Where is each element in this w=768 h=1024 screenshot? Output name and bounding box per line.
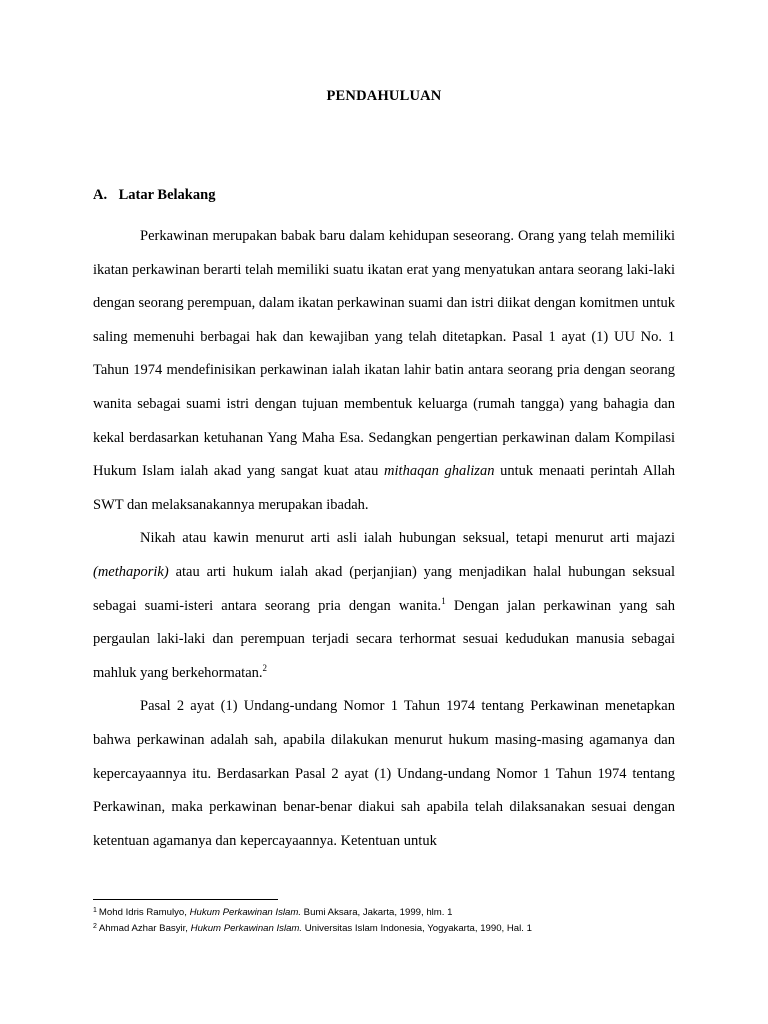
paragraph-3 bbox=[93, 690, 675, 858]
footnote-divider bbox=[93, 899, 278, 900]
paragraph-1-text-a: Perkawinan merupakan babak baru dalam kehidupan seseorang. Orang yang telah memiliki ikatan perkawinan berarti telah memiliki suatu ikatan erat yang menyatukan antara seorang laki-laki dengan seorang perempuan, dalam ikatan perkawinan suami dan istri diikat dengan komitmen untuk saling memenuhi berbagai hak dan kewajiban yang telah ditetapkan. Pasal 1 ayat (1) UU No. 1 Tahun 1974 mendefinisikan perkawinan ialah ikatan lahir batin antara seorang pria dengan seorang wanita sebagai suami istri dengan tujuan membentuk keluarga (rumah tangga) yang bahagia dan kekal berdasarkan ketuhanan Yang Maha Esa. Sedangkan pengertian perkawinan dalam Kompilasi Hukum Islam ialah akad yang sangat kuat atau bbox=[93, 228, 675, 480]
section-title: Latar Belakang bbox=[118, 187, 216, 203]
footnotes bbox=[93, 905, 693, 936]
footnote-1-details: Bumi Aksara, Jakarta, 1999, hlm. 1 bbox=[303, 907, 453, 918]
section-heading bbox=[93, 187, 215, 204]
footnote-1-book: Hukum Perkawinan Islam. bbox=[189, 907, 301, 918]
paragraph-1 bbox=[93, 220, 675, 522]
body-text bbox=[93, 220, 675, 858]
paragraph-1-text-b: untuk menaati perintah Allah SWT dan melaksanakannya merupakan ibadah. bbox=[93, 463, 676, 513]
section-number: A. bbox=[93, 187, 108, 203]
footnote-2 bbox=[93, 921, 693, 937]
footnote-1 bbox=[93, 905, 693, 921]
paragraph-2-italic-term: (methaporik) bbox=[93, 563, 169, 580]
paragraph-2-text-b: atau arti hukum ialah akad (perjanjian) yang menjadikan halal hubungan seksual sebagai suami-isteri antara seorang pria dengan wanita. bbox=[93, 563, 676, 614]
footnote-1-number: 1 bbox=[93, 907, 97, 914]
footnote-2-details: Universitas Islam Indonesia, Yogyakarta, 1990, Hal. 1 bbox=[304, 922, 532, 934]
footnote-ref-1[interactable]: 1 bbox=[441, 595, 446, 606]
footnote-2-number: 2 bbox=[93, 922, 97, 930]
paragraph-2-text-c: Dengan jalan perkawinan yang sah pergaulan laki-laki dan perempuan terjadi secara terhormat sesuai kedudukan manusia sebagai mahluk yang berkehormatan. bbox=[93, 597, 675, 681]
page-title: PENDAHULUAN bbox=[326, 88, 442, 104]
paragraph-2-text-a: Nikah atau kawin menurut arti asli ialah hubungan seksual, tetapi menurut arti majazi bbox=[140, 530, 675, 547]
footnote-ref-2[interactable]: 2 bbox=[262, 662, 268, 673]
paragraph-2 bbox=[93, 522, 675, 690]
paragraph-3-text: Pasal 2 ayat (1) Undang-undang Nomor 1 Tahun 1974 tentang Perkawinan menetapkan bahwa perkawinan adalah sah, apabila dilakukan menurut hukum masing-masing agamanya dan kepercayaannya itu. Berdasarkan Pasal 2 ayat (1) Undang-undang Nomor 1 Tahun 1974 tentang Perkawinan, maka perkawinan benar-benar diakui sah apabila telah dilaksanakan sesuai dengan ketentuan agamanya dan kepercayaannya. Ketentuan untuk bbox=[93, 698, 675, 849]
footnote-2-author: Ahmad Azhar Basyir, bbox=[98, 922, 188, 934]
paragraph-1-italic-term: mithaqan ghalizan bbox=[384, 463, 495, 480]
footnote-2-book: Hukum Perkawinan Islam. bbox=[190, 922, 303, 934]
footnote-1-author: Mohd Idris Ramulyo, bbox=[98, 907, 187, 918]
